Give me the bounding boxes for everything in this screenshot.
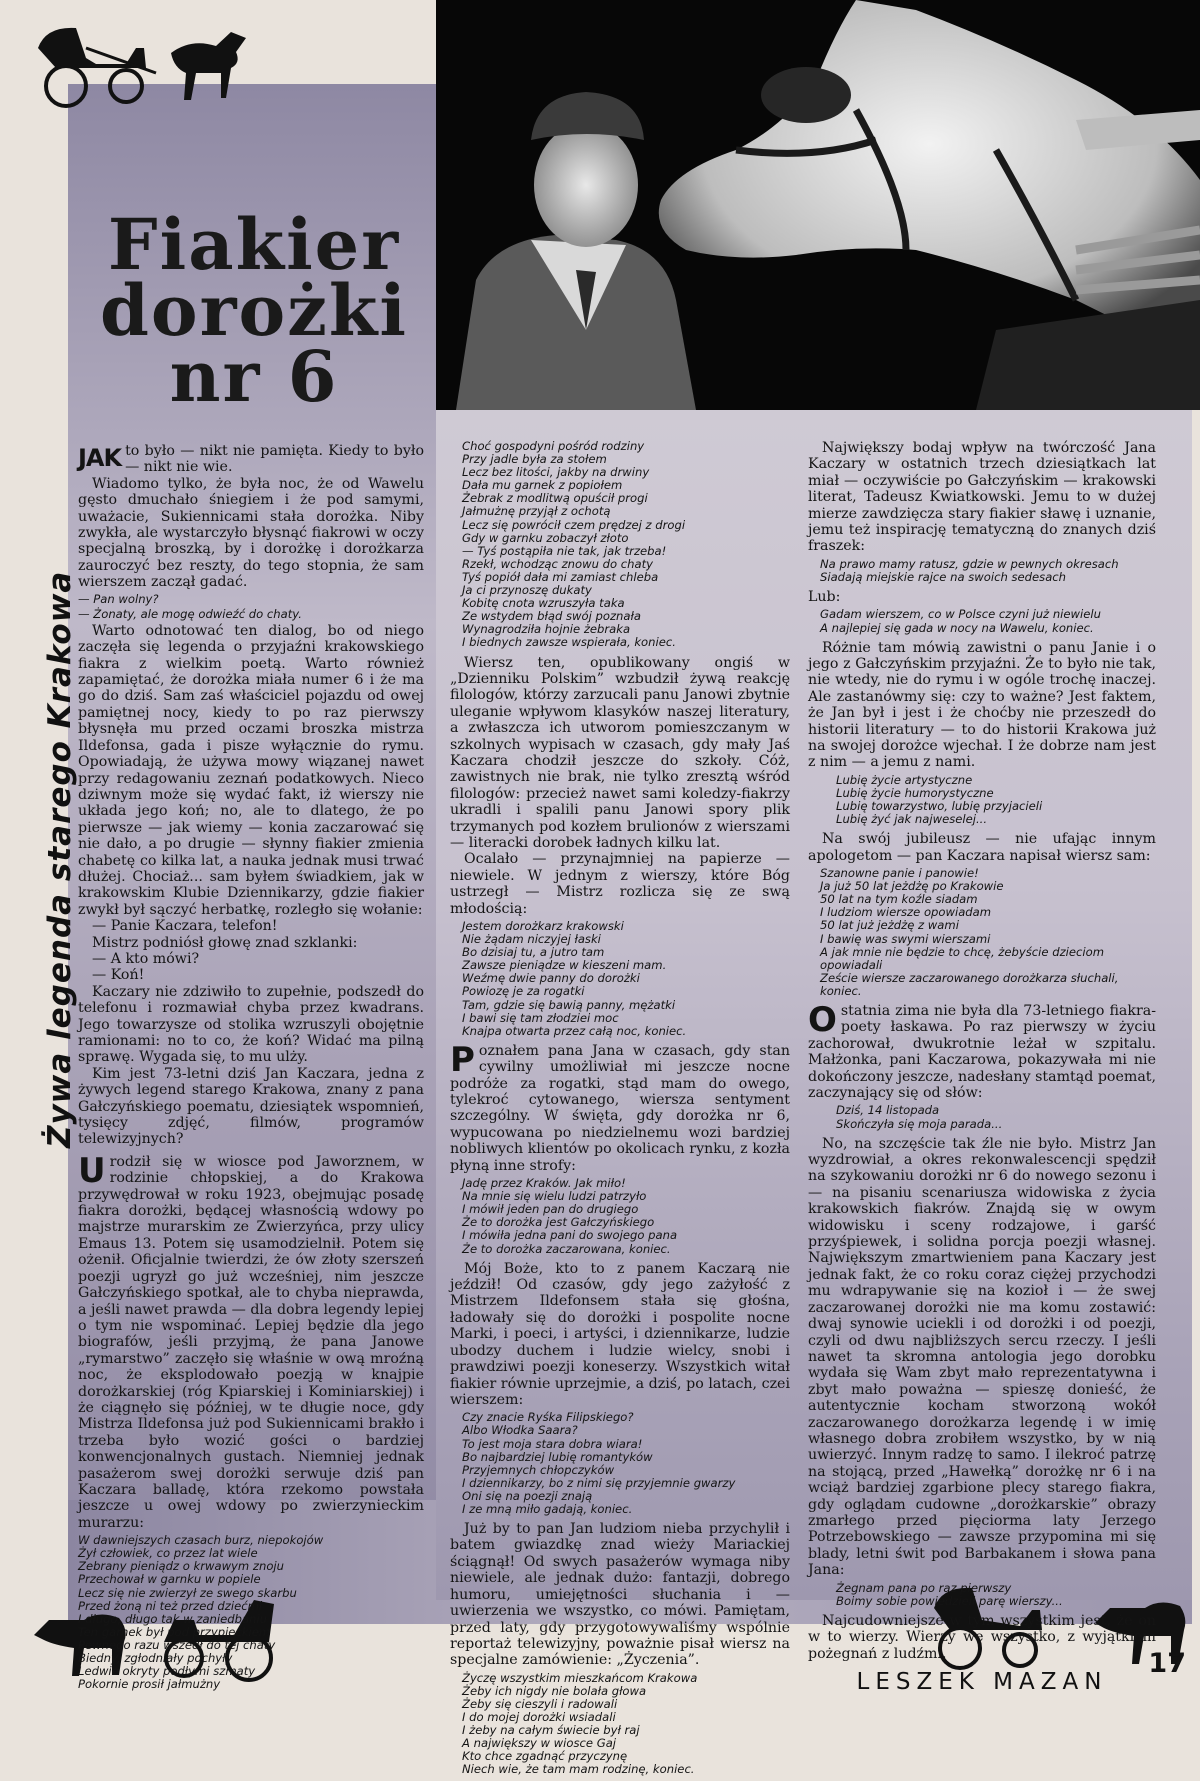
paragraph: Najcudowniejsze w tym wszystkim jest, że on w to wierzy. Wierzy we wszystko, z wyjątkiem pożegnań z ludźmi. [808,1612,1156,1662]
author-byline: LESZEK MAZAN [856,1669,1108,1695]
paragraph: Mistrz podniósł głowę znad szklanki: [92,934,358,951]
paragraph: Ocalało — przynajmniej na papierze — niewiele. W jednym z wierszy, które Bóg ustrzegł — Mistrz rozlicza się ze swą młodością: [450,851,790,917]
dialog-line: — Pan wolny? [78,591,159,606]
section-label-vertical: Żywa legenda starego Krakowa [42,570,78,1148]
paragraph: Największy bodaj wpływ na twórczość Jana Kaczary w ostatnich trzech dziesiątkach lat miał — oczywiście po Gałczyńskim — krakowski literat, Tadeusz Kwiatkowski. Jemu to w dużej mierze zawdzięcza stary fiakier sławę i uznanie, jemu też inspirację tematyczną do znanych dziś fraszek: [808,440,1156,555]
verse-krakow: Jadę przez Kraków. Jak miło! Na mnie się wielu ludzi patrzyło I mówił jeden pan do drugiego Że to dorożka jest Gałczyńskiego I mówiła jedna pani do swojego pana Że to dorożka zaczarowana, koniec. [462,1176,678,1256]
verse-lubie: Lubię życie artystyczne Lubię życie humorystyczne Lubię towarzystwo, lubię przyjacieli Lubię żyć jak najweselej... [836,772,1043,827]
paragraph: — Panie Kaczara, telefon! [92,918,278,935]
paragraph: Ostatnia zima nie była dla 73-letniego fiakra-poety łaskawa. Po raz pierwszy w życiu zachorował, dwukrotnie leżał w szpitalu. Małżonka, pani Kaczarowa, pokazywała mi nie dokończony jeszcze, nadesłany stamtąd poemat, zaczynający się od słów: [808,1000,1156,1102]
column-1 [78,443,424,1696]
column-3 [808,440,1156,1695]
paragraph: Lub: [808,589,841,606]
paragraph: Kaczary nie zdziwiło to zupełnie, podszedł do telefonu i rozmawiał chyba przez kwadrans. Jego towarzysze od stolika wzruszyli obojętnie ramionami: no to co, że koń? Widać ma pilną sprawę. Wygada się, to mu ulży. [78,983,424,1066]
paragraph: Warto odnotować ten dialog, bo od niego zaczęła się legenda o przyjaźni krakowskiego fiakra z wielkim poetą. Warto również zapamiętać, że dorożka miała numer 6 i że ma go do dziś. Sam zaś właściciel pojazdu od owej pamiętnej nocy, kiedy to po raz pierwszy błysnęła mu przed oczami broszka mistrza Ildefonsa, gada i pisze wyłącznie do rymu. Opowiadają, że używa mowy wiązanej nawet przy redagowaniu zeznań podatkowych. Nieco dziwnym może się wydać fakt, iż wierszy nie układa jego koń; no, ale to dlatego, że po pierwsze — jak wiemy — konia zaczarować się nie dało, a po drugie — słynny fiakier zmienia chabetę co kilka lat, a nauka jednak musi trwać dłużej. Chociaż... sam byłem świadkiem, jak w krakowskim Klubie Dziennikarzy, gdzie fiakier zwykł był sączyć herbatkę, rozległo się wołanie: [78,622,424,918]
paragraph: Wiersz ten, opublikowany ongiś w „Dzienniku Polskim” wzbudził żywą reakcję filologów, którzy zarzucali panu Janowi zbytnie uleganie wpływom klasyków naszej literatury, a zwłaszcza ich utworom pomieszczanym w szkolnych wypisach w czasach, gdy mały Jaś Kaczara chodził jeszcze do szkoły. Cóż, zawistnych nie brak, nie tylko zresztą wśród filologów: przecież nawet sami koledzy-fiakrzy ukradli i spalili panu Janowi spory plik trzymanych pod kozłem brulionów z wierszami — literacki dorobek ładnych kilku lat. [450,654,790,851]
verse-dorozkarz: Jestem dorożkarz krakowski Nie żądam niczyjej łaski Bo dzisiaj tu, a jutro tam Zawsze pieniądze w kieszeni mam. Weźmę dwie panny do dorożki Powiozę je za rogatki Tam, gdzie się bawią panny, mężatki I bawi się tam złodziei moc Knajpa otwarta przez całą noc, koniec. [462,919,687,1038]
column-2 [450,440,790,1781]
verse-friends: Czy znacie Ryśka Filipskiego? Albo Włodka Saara? To jest moja stara dobra wiara! Bo najbardziej lubię romantyków Przyjemnych chłopczyków I dziennikarzy, bo z nimi się przyjemnie gwarzy Oni się na poezji znają I ze mną miło gadają, koniec. [462,1410,736,1516]
drop-cap: O [808,1000,837,1040]
verse-parada: Dziś, 14 listopada Skończyła się moja parada... [836,1103,1003,1131]
paragraph: — A kto mówi? [92,950,200,967]
drop-cap: P [450,1039,475,1080]
photo-illustration [436,0,1200,410]
paragraph: JAK to było — nikt nie pamięta. Kiedy to było — nikt nie wie. [78,443,424,476]
paragraph: Wiadomo tylko, że była noc, że od Wawelu gęsto dmuchało śniegiem i że pod samymi, uważacie, Sukiennicami stała dorożka. Niby zwykła, ale wystarczyło błysnąć fiakrowi w oczy specjalną broszką, by i dorożkę i dorożkarza zauroczyć bez reszty, do tego stopnia, że sam wierszem zaczął gadać. [78,475,424,591]
paragraph: — Koń! [92,967,145,984]
verse-fraszka-1: Na prawo mamy ratusz, gdzie w pewnych okresach Siadają miejskie rajce na swoich sedesach [820,556,1119,584]
verse-ballad-continued: Choć gospodyni pośród rodziny Przy jadle była za stołem Lecz bez litości, jakby na drwiny Dała mu garnek z popiołem Żebrak z modlitwą opuścił progi Jałmużnę przyjął z ochotą Lecz się powrócił czem prędzej z drogi Gdy w garnku zobaczył złoto — Tyś postąpiła nie tak, jak trzeba! Rzekł, wchodząc znowu do chaty Tyś popiół dała mi zamiast chleba Ja ci przynoszę dukaty Kobitę cnota wzruszyła taka Ze wstydem błąd swój poznała Wynagrodziła hojnie żebraka I biednych zawsze wspierała, koniec. [462,439,686,650]
dialog-line: — Żonaty, ale mogę odwieźć do chaty. [78,606,302,621]
paragraph: No, na szczęście tak źle nie było. Mistrz Jan wyzdrowiał, a okres rekonwalescencji spędził na szykowaniu dorożki nr 6 do nowego sezonu i — na pisaniu scenariusza widowiska z życia krakowskich fiakrów. Znajdą się w owym widowisku i sceny rodzajowe, i garść przyśpiewek, i solidna porcja poezji własnej. Największym zmartwieniem pana Kaczary jest jednak fakt, że co roku coraz ciężej przychodzi mu wdrapywanie się na kozioł i — że swej zaczarowanej dorożki nie ma komu zostawić: dwaj synowie uciekli i od dorożki i od poezji, czyli od dwu najbliższych sercu rzeczy. I jeśli nawet ta skromna antologia jego dorobku wydała się Wam zbyt mało reprezentatywna i zbyt mało poważna — spieszę donieść, że autentycznie kocham stworzoną wokół zaczarowanego dorożkarza legendę i w imię własnego dobra zrobiłem wszystko, by w nią uwierzyć. Innym radzę to samo. I ilekroć patrzę na stojącą, przed „Hawełką” dorożkę nr 6 i na wciąż bardziej zgarbione plecy starego fiakra, gdy oglądam cudowne „dorożkarskie” obrazy zmarłego przed pięciorma laty Jerzego Potrzebowskiego — zawsze przypomina mi się blady, letni świt pod Barbakanem i słowa pana Jana: [808,1135,1156,1579]
verse-ballad: W dawniejszych czasach burz, niepokojów Żył człowiek, co przez lat wiele Zebrany pieniądz o krwawym znoju Przechował w garnku w popiele Lecz się nie zwierzył ze swego skarbu Przed żoną ni też przed dziećmi I długo, długo tak w zaniedbaniu Ten garnek był pod przypieckiem Pewnego razu wszedł do tej chaty Biedny, zgłodniały pochyły Ledwie okryty podłymi szmaty Pokornie prosił jałmużny [78,1533,324,1692]
paragraph: Mój Boże, kto to z panem Kaczarą nie jeździł! Od czasów, gdy jego zażyłość z Mistrzem Ildefonsem stała się głośna, ładowały się do dorożki i pospolite nocne Marki, i poeci, i artyści, i dziennikarze, ludzie ubodzy duchem i ludzie wielcy, snobi i prawdziwi poezji koneserzy. Wszystkich witał fiakier równie uprzejmie, a dziś, po latach, czei wierszem: [450,1260,790,1408]
verse-fraszka-2: Gadam wierszem, co w Polsce czyni już niewielu A najlepiej się gada w nocy na Wawelu, koniec. [820,607,1101,635]
page-number: 17 [1148,1648,1186,1679]
verse-zyczenia: Życzę wszystkim mieszkańcom Krakowa Żeby ich nigdy nie bolała głowa Żeby się cieszyli i radowali I do mojej dorożki wsiadali I żeby na całym świecie był raj A największy w wiosce Gaj Kto chce zgadnąć przyczynę Niech wie, że tam mam rodzinę, koniec. [462,1670,698,1777]
paragraph: Już by to pan Jan ludziom nieba przychylił i batem gwiazdkę znad wieży Mariackiej ściągnął! Od swych pasażerów wymaga niby niewiele, ale jednak dużo: fantazji, dobrego humoru, umiejętności słuchania i — uwierzenia we wszystko, co mówi. Pamiętam, przed laty, gdy przygotowywaliśmy wspólnie reportaż telewizyjny, poważnie pisał wiersz na specjalne zamówienie: „Życzenia”. [450,1521,790,1669]
verse-jubileusz: Szanowne panie i panowie! Ja już 50 lat jeżdżę po Krakowie 50 lat na tym koźle siadam I ludziom wiersze opowiadam 50 lat już jeżdżę z wami I bawię was swymi wierszami A jak mnie nie będzie to chcę, żebyście dzieciom opowiadali Zeście wiersze zaczarowanego dorożkarza słuchali, koniec. [820,866,1119,998]
carriage-icon-top-left [26,18,276,108]
paragraph: Różnie tam mówią zawistni o panu Janie i o jego z Gałczyńskim przyjaźni. Że to było nie tak, nie wtedy, nie do rymu i w ogóle trochę inaczej. Ale zastanówmy się: czy to ważne? Jest faktem, że Jan był i jest i że choćby nie przeszedł do historii literatury — to do historii Krakowa już na swojej dorożce wjechał. I że dobrze nam jest z nim — a jemu z nami. [808,639,1156,771]
paragraph: Na swój jubileusz — nie ufając innym apologetom — pan Kaczara napisał wiersz sam: [808,831,1156,864]
drop-cap: U [78,1150,106,1191]
photo-fiakier-with-horse [436,0,1200,410]
paragraph: Urodził się w wiosce pod Jaworznem, w rodzinie chłopskiej, a do Krakowa przywędrował w roku 1923, obejmując posadę fiakra dorożki, będącej własnością wdowy po majstrze murarskim ze Zwierzyńca, przy ulicy Emaus 13. Potem się usamodzielnił. Potem się ożenił. Oficjalnie twierdzi, że ów złoty szerszeń poezji ugryzł go już wcześniej, nim jeszcze Gałczyńskiego spotkał, ale to chyba nieprawda, a jeśli nawet prawda — dla dobra legendy lepiej o tym nie wspominać. Lepiej będzie dla jego biografów, jeśli przyjmą, że pana Janowe „rymarstwo” zaczęło się właśnie w ową mroźną noc, że eksplodowało poezją w knajpie dorożkarskiej (róg Kpiarskiej i Kominiarskiej) i że ciągnęło się później, w te długie noce, gdy Mistrza Ildefonsa już pod Sukiennicami brakło i trzeba było wozić gości o bardziej konwencjonalnych gustach. Niemniej jednak pasażerom swej dorożki serwuje dziś pan Kaczara balladę, która rzekomo powstała jeszcze u owej wdowy po zwierzynieckim murarzu: [78,1150,424,1531]
lead-word: JAK [78,444,122,472]
paragraph: Poznałem pana Jana w czasach, gdy stan cywilny umożliwiał mi jeszcze nocne podróże za rogatki, stąd mam do owego, tylekroć cytowanego, wiersza sentyment szczególny. W święta, gdy dorożka nr 6, wypucowana po niedzielnemu wozi bardziej nobliwych klientów po okolicach rynku, z kozła płyną inne strofy: [450,1039,790,1174]
verse-zegnam: Żegnam pana po raz pierwszy Boimy sobie powiedzieli parę wierszy... [836,1580,1063,1608]
paragraph: Kim jest 73-letni dziś Jan Kaczara, jedna z żywych legend starego Krakowa, znany z pana Gałczyńskiego poematu, dziesiątek wspomnień, tysięcy zdjęć, filmów, programów telewizyjnych? [78,1065,424,1148]
article-title: Fiakier dorożki nr 6 [99,203,409,418]
